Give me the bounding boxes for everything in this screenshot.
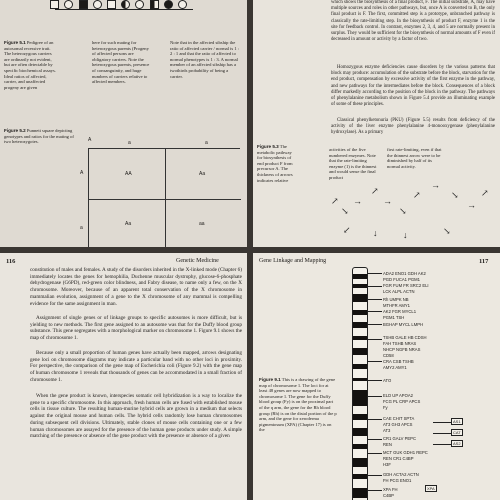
gene-label: PGM1 TSH (383, 315, 405, 320)
punnett-cell: Aa (125, 221, 132, 227)
arrow-icon: ↘ (451, 190, 459, 200)
punnett-grid (88, 148, 240, 247)
bottom-right-page (253, 253, 500, 500)
arrow-icon: → (467, 200, 476, 210)
gene-label: BGHAP MYCL LMPH (383, 322, 424, 327)
gene-label: NHCP NGFB NRAS (383, 347, 421, 352)
punnett-cell: aa (199, 221, 205, 227)
figure-5-1-caption (4, 40, 56, 90)
body-paragraph: Homozygous enzyme deficiencies cause disorders by the various patterns that block may produce: accumulation of the substrate before the block, starvation for the end product, compensation by excessive activity of the first enzyme in the pathway, and new pathways for the intermediates before the block. Consequences of a block differ markedly according to the position of the block in the pathway. The pathways of phenylalanine metabolism shown in Figure 5.4 provide an illuminating example of some of these principles. (331, 65, 495, 108)
gene-label: MTHFR AMY1 (383, 303, 410, 308)
gene-label: CD58 (383, 353, 394, 358)
punnett-left-label: a (80, 225, 83, 231)
gene-label: CRA CSB TSHB (383, 359, 414, 364)
gene-label: AK2 FGR MYCL1 (383, 309, 417, 314)
pedigree-female (93, 0, 102, 9)
gene-label: FAH TSHB NRAS (383, 341, 417, 346)
body-paragraph: constitution of males and females. A study of the disorders inherited in the X-linked mode (Chapter 6) immediately locates the genes for hemophilia, Duchenne muscular dystrophy, glucose-6-phosphate dehydrogenase (G6PD), red-green color blindness, and Fabry disease, to name only a few, on the X chromosome. Moreover, because of an apparent total conservation of the X chromosome in mammalian evolution, assignment of a gene to the X chromosome of any mammal is compelling evidence for the same assignment in man. (30, 267, 242, 307)
gene-label: C4BP (383, 493, 394, 498)
chromosome-band (353, 390, 367, 406)
arrow-icon: ↗ (331, 196, 339, 206)
gene-label: AT3 (383, 428, 391, 433)
gene-label: CR1 GALV PEPC (383, 436, 416, 441)
gene-label: AMY2 AMY1 (383, 365, 407, 370)
punnett-col-header: a (205, 140, 208, 146)
gene-label: H3F (383, 462, 391, 467)
arrow-icon: ↓ (403, 230, 408, 240)
caption-text: Pedigree of an autosomal recessive trait. The heterozygous carriers are ordinarily not evident, but are often detectable by specific biochemical assays. Ideal ratios of affected, carrier, and unaffected progeny are given (4, 40, 56, 90)
figure-9-1-caption (259, 377, 337, 433)
pedigree-affected-female (164, 0, 173, 9)
gene-box: AS1 (453, 419, 461, 424)
punnett-col-header: a (128, 140, 131, 146)
chromosome-band (353, 322, 367, 328)
body-paragraph: Because only a small proportion of human genes have actually been mapped, arrows designating gene loci on chromosome diagrams may indicate a particular band with no other loci in proximity. For perspective, the comparison of the gene map of Escherichia coli (Figure 9.2) with the gene map of human chromosome 1 reveals that thousands of genes can be accommodated in a small fraction of chromosome 1. (30, 350, 242, 383)
pedigree-female (135, 0, 144, 9)
caption-text: This is a drawing of the gene map of chromosome 1. The loci for at least 48 genes are now mapped to chromosome 1. The gene for the Duffy blood group (Fy) is on the proximal part of the q arm, the gene for the Rh blood group (Rh) is on the distal portion of the p arm, and the gene for xeroderma pigmentosum (XPA) (Chapter 17) is on the (259, 377, 337, 433)
figure-5-3-caption (257, 144, 295, 183)
arrow-icon: ↘ (399, 206, 407, 216)
chromosome-band (353, 444, 367, 449)
gene-label: ADA2 ENO1 GDH AK2 (383, 271, 426, 276)
chromosome-band (353, 274, 367, 279)
gene-label: MCT GUK GDH1 REPC (383, 450, 428, 455)
figure-label: Figure 5.3 (257, 144, 279, 149)
gene-box: AS2 (453, 441, 461, 446)
chromosome-band (353, 364, 367, 369)
gene-label: Rh UMPK NB (383, 297, 409, 302)
arrow-icon: ↗ (481, 188, 489, 198)
gene-label: FH PCG ENO1 (383, 478, 412, 483)
chromosome-band (353, 474, 367, 479)
gene-label: PGD FUCA1 PGM1 (383, 277, 420, 282)
chromosome-band (353, 310, 367, 315)
gene-label: REN CR1 C4BP (383, 456, 414, 461)
pedigree-line (55, 9, 193, 10)
figure-5-2-caption (4, 128, 74, 145)
gene-label: AT3 GH3 APCS (383, 422, 413, 427)
pedigree-carrier-male (150, 0, 159, 9)
gene-box: XPA (427, 486, 435, 491)
arrow-icon: ↓ (373, 228, 378, 238)
pedigree-male (50, 0, 59, 9)
page-number: 116 (6, 258, 16, 265)
running-head: Genetic Medicine (176, 258, 219, 264)
chromosome-1-ideogram (352, 267, 368, 500)
chromosome-band (353, 294, 367, 302)
gene-label: Fy (383, 405, 388, 410)
arrow-icon: → (353, 196, 362, 206)
figure-label: Figure 5.2 (4, 128, 26, 133)
punnett-row-header: A (88, 137, 92, 143)
grid-line (89, 199, 241, 200)
arrow-icon: ↙ (343, 225, 351, 235)
body-paragraph: Classical phenylketonuria (PKU) (Figure 5.5) results from deficiency of the activity of the liver enzyme phenylalanine 4-monooxygenase (phenylalanine hydroxylase). As a primary (331, 118, 495, 136)
top-right-page (253, 0, 500, 247)
chromosome-band (353, 414, 367, 420)
gene-label: ATO (383, 378, 392, 383)
caption-text: Punnett square depicting genotypes and ratios for the mating of two heterozygotes. (4, 128, 74, 145)
top-left-page (0, 0, 247, 247)
figure-label: Figure 9.1 (259, 377, 281, 382)
body-paragraph: which shows the biosynthesis of a final product, F. The initial substrate, A, may have multiple sources and roles in other pathways, but, once A is converted to B, the only final product is F. The first, committed step is a prototype, unbranched pathway is classically the rate-limiting step. In the biosynthesis of product F, enzyme 1 is the site for feedback control. In contrast, enzymes 2, 3, 4, and 5 are normally present in surplus. They would be sufficient for the biosynthesis of normal amounts of F even if decreased in amount or activity by a factor of two. (331, 0, 495, 43)
page-number: 117 (479, 258, 489, 265)
gene-label: GDH ACTA2 ACTN (383, 472, 419, 477)
pedigree-carrier-female (121, 0, 130, 9)
arrow-icon: → (431, 180, 440, 190)
arrow-icon: → (383, 196, 392, 206)
punnett-left-label: A (80, 170, 84, 176)
chromosome-band (353, 458, 367, 467)
figure-5-3-caption-col3: first rate-limiting, even if that the thinnest arrow were to be diminished by half of its normal activity. (387, 147, 442, 169)
chromosome-band (353, 336, 367, 340)
gene-label: ELD UP APOA2 (383, 393, 413, 398)
chromosome-band (353, 428, 367, 436)
gene-label: FCG PL CRP APCS (383, 399, 421, 404)
caption-text: The metabolic pathway for biosynthesis of end product F from precursor A. The thickness of arrows indicates relative (257, 144, 293, 183)
body-paragraph: Assignment of single genes or of linkage groups to specific autosomes is more difficult, but is yielding to new methods. The first gene assigned to an autosome was that for the Duffy blood group substance. This gene segregates with a morphological marker on chromosome 1. Figure 9.1 shows the map of chromosome 1. (30, 315, 242, 342)
arrow-icon: ↗ (371, 186, 379, 196)
figure-5-3-caption-col2: activities of the five numbered enzymes. Note that the rate-limiting enzyme (1) is the thinnest and would sense the final product (329, 147, 377, 180)
chromosome-band (353, 488, 367, 498)
gene-label: REN (383, 442, 392, 447)
gene-label: LCK ALPL ACTN (383, 289, 415, 294)
pedigree-male (107, 0, 116, 9)
body-paragraph: When the gene product is known, interspecies somatic cell hybridization is a way to localize the gene to a specific chromosome. In this approach, fresh human cells are fused with established mouse cells in tissue culture. The resulting human-murine hybrid cells are grown in a medium that selects against the original mouse and human cells. The hybrid cells randomly lose human chromosomes during subsequent cell divisions. Ultimately, stable clones of mouse cells containing one or a few human chromosomes are assayed for the presence of the human gene products under study. A simple matching of the presence or absence of the gene product with the presence or absence of a given (30, 393, 242, 440)
arrow-icon: ↘ (443, 226, 451, 236)
gene-label: TSHB GALE HB CDSH (383, 335, 427, 340)
figure-5-1-caption-col2: here for such mating for heterozygous parents (Progeny of affected persons are obligatory carriers. Note the heterozygous parents, presence of consanguinity, and huge numbers of carriers relative to affected members. (92, 40, 150, 85)
figure-5-1-caption-col3: Note that in the affected sibship the ratio of affected carrier / normal is 1 : 2 : 1 and that the ratio of affected to normal phenotypes is 1 : 3. A normal member of an affected sibship has a twothirds probability of being a carrier. (170, 40, 240, 79)
running-head: Gene Linkage and Mapping (259, 258, 327, 264)
figure-label: Figure 5.1 (4, 40, 26, 45)
punnett-cell: AA (125, 171, 132, 177)
arrow-icon: ↗ (413, 190, 421, 200)
gene-label: XPA FH (383, 487, 398, 492)
gene-box: CAT (453, 430, 461, 435)
pedigree-female (64, 0, 73, 9)
pedigree-affected-male (79, 0, 88, 9)
bottom-left-page (0, 253, 247, 500)
punnett-cell: Aa (199, 171, 206, 177)
gene-label: CAE CHIT SPTA (383, 416, 415, 421)
arrow-icon: ↘ (341, 206, 349, 216)
chromosome-centromere (353, 378, 367, 381)
grid-line (165, 149, 166, 247)
chromosome-band (353, 348, 367, 355)
pedigree-female (178, 0, 187, 9)
chromosome-band (353, 284, 367, 288)
gene-label: FGR FUM FR SRC2 ELI (383, 283, 429, 288)
